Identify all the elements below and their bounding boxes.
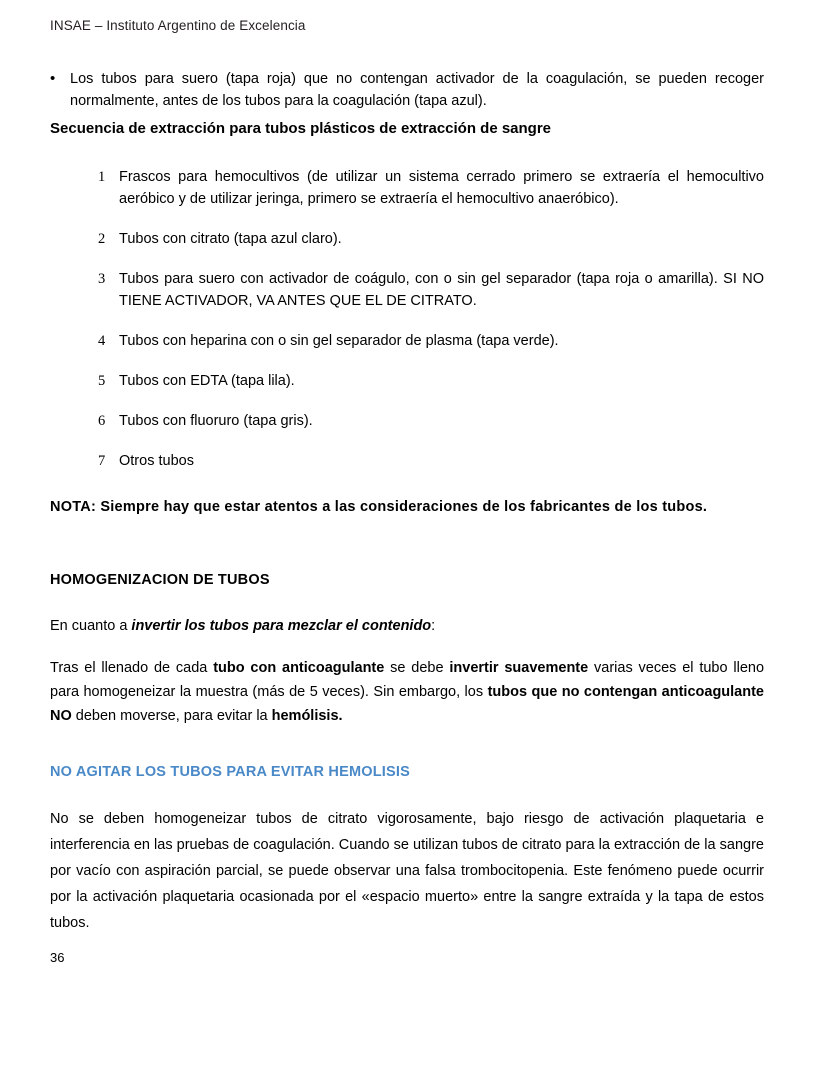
list-item-number: 7 [98, 453, 106, 469]
sequence-list [98, 166, 764, 472]
body-bold-1: tubo con anticoagulante [213, 660, 385, 676]
list-item [98, 450, 764, 472]
body-bold-2: invertir suavemente [449, 660, 589, 676]
section-intro [50, 614, 764, 638]
list-item-number: 3 [98, 271, 106, 287]
note-text: NOTA: Siempre hay que estar atentos a las consideraciones de los fabricantes de los tubos. [50, 499, 708, 515]
list-item-number: 6 [98, 413, 106, 429]
page-content [50, 68, 764, 936]
list-item-text: Tubos con fluoruro (tapa gris). [119, 413, 313, 429]
final-paragraph: No se deben homogeneizar tubos de citrato vigorosamente, bajo riesgo de activación plaquetaria e interferencia en las pruebas de coagulación. Cuando se utilizan tubos de citrato para la extracción de la sangre por vacío con aspiración parcial, se puede observar una falsa trombocitopenia. Este fenómeno puede ocurrir por la activación plaquetaria ocasionada por el «espacio muerto» entre la sangre extraída y la tapa de estos tubos. [50, 811, 764, 931]
list-item-number: 1 [98, 169, 106, 185]
list-item [98, 166, 764, 210]
section-intro-prefix: En cuanto a [50, 618, 132, 634]
body-bold-4: hemólisis. [271, 708, 343, 724]
body-part-4: deben moverse, para evitar la [71, 708, 272, 724]
section-body [50, 656, 764, 728]
bullet-item-text: Los tubos para suero (tapa roja) que no contengan activador de la coagulación, se pueden recoger normalmente, antes de los tubos para la coagulación (tapa azul). [70, 71, 764, 109]
body-part-2: se debe [384, 660, 450, 676]
bullet-item [50, 68, 764, 112]
list-item-text: Tubos con EDTA (tapa lila). [119, 373, 295, 389]
body-part-3: varias veces el tubo lleno para homogeneizar la muestra (más de 5 veces). Sin embargo, los [50, 660, 765, 700]
sequence-heading: Secuencia de extracción para tubos plásticos de extracción de sangre [50, 120, 552, 137]
page-header: INSAE – Instituto Argentino de Excelencia [50, 18, 306, 33]
list-item-text: Tubos para suero con activador de coágulo, con o sin gel separador (tapa roja o amarilla). SI NO TIENE ACTIVADOR, VA ANTES QUE EL DE CITRATO. [119, 271, 764, 309]
list-item-number: 5 [98, 373, 106, 389]
list-item-text: Tubos con citrato (tapa azul claro). [119, 231, 342, 247]
section-intro-suffix: : [431, 618, 436, 634]
warning-text: NO AGITAR LOS TUBOS PARA EVITAR HEMOLISIS [50, 764, 410, 780]
section-title: HOMOGENIZACION DE TUBOS [50, 572, 270, 588]
section-intro-emphasis: invertir los tubos para mezclar el contenido [131, 618, 432, 634]
list-item [98, 228, 764, 250]
list-item [98, 370, 764, 392]
body-bold-3: tubos que no contengan anticoagulante NO [50, 684, 764, 724]
list-item [98, 410, 764, 432]
list-item-number: 4 [98, 333, 106, 349]
list-item-text: Otros tubos [119, 453, 194, 469]
list-item-number: 2 [98, 231, 106, 247]
bullet-icon: • [50, 70, 56, 87]
page-number: 36 [50, 950, 65, 965]
list-item-text: Frascos para hemocultivos (de utilizar un sistema cerrado primero se extraería el hemocultivo aeróbico y de utilizar jeringa, primero se extraería el hemocultivo anaeróbico). [119, 169, 764, 207]
list-item [98, 268, 764, 312]
list-item [98, 330, 764, 352]
body-part-1: Tras el llenado de cada [50, 660, 214, 676]
list-item-text: Tubos con heparina con o sin gel separador de plasma (tapa verde). [119, 333, 559, 349]
